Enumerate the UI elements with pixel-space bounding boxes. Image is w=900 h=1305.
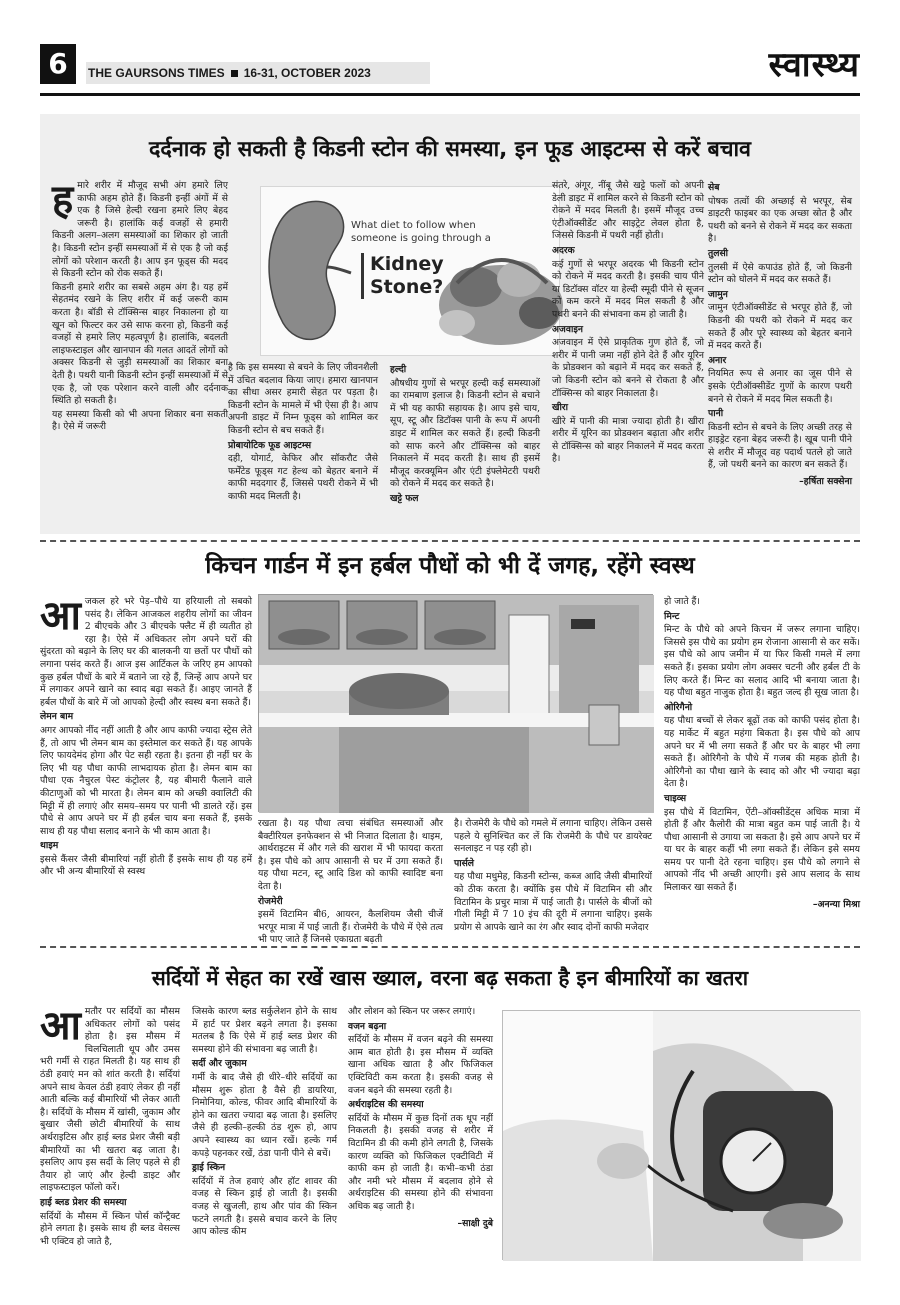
paragraph: सर्दियों के मौसम में स्किन पोर्स कॉन्ट्रैक्ट होने लगता है। इसके साथ ही ब्लड वेसल्स भी एक्टिव हो जाते है,: [40, 1210, 180, 1247]
subheading: चाइव्स: [664, 792, 687, 804]
subheading: अजवाइन: [552, 323, 583, 335]
paragraph: इस पौधे में विटामिन, ऐंटी–ऑक्सीडेंट्स अधिक मात्रा में होती हैं और कैलोरी की मात्रा बहुत कम पाई जाती है। ये पौधा आसानी से उगाया जा सकता है। इसे आप अपने घर में या घर के बाहर कहीं भी लगा सकते हैं। लेकिन इसे समय समय पर पानी देते रहना चाहिए। इस पौधे को लगाने से आपको नींद भी अच्छी आएगी। इसे आप सलाद के साथ मिलाकर खा सकते हैं।: [664, 806, 860, 894]
header-rule: [40, 93, 860, 96]
subheading: हल्दी: [390, 364, 407, 375]
article-column: [40, 593, 252, 936]
square-bullet-icon: [231, 70, 238, 77]
subheading: वजन बढ़ना: [348, 1020, 387, 1032]
kidney-diet-image: [260, 186, 560, 356]
kitchen-garden-photo: [258, 594, 653, 812]
subheading: खीरा: [552, 402, 569, 414]
article-column: [228, 362, 378, 526]
article-column: [552, 180, 704, 526]
paragraph: यह समस्या किसी को भी अपना शिकार बना सकती है। ऐसे में जरूरी: [52, 408, 228, 433]
masthead-line: [86, 62, 430, 84]
paragraph: सर्दियों के मौसम में वजन बढ़ने की समस्या आम बात होती है। इस मौसम में व्यक्ति खाना अधिक खाता है और फिजिकल एक्टिविटी कम करता है। इसकी वजह से वजन बढ़ने की समस्या रहती है।: [348, 1034, 493, 1096]
paragraph: जिसके कारण ब्लड सर्कुलेशन होने के साथ में हार्ट पर प्रेशर बढ़ने लगता है। इसका मतलब है कि ऐसे में हाई ब्लड प्रेशर की समस्या होने की संभावना बढ़ जाती है।: [192, 1006, 337, 1055]
subheading: पानी: [708, 408, 724, 420]
subheading: रोजमेरी: [258, 895, 283, 907]
section-title: स्वास्थ्य: [768, 45, 860, 85]
blood-pressure-photo: [502, 1010, 860, 1260]
subheading: लेमन बाम: [40, 711, 74, 723]
blood-pressure-illustration: [503, 1011, 861, 1261]
paragraph: आमतौर पर सर्दियों का मौसम अधिकतर लोगों को पसंद होता है। इस मौसम में चिलचिलाती धूप और उमस भरी गर्मी से राहत मिलती है। यह साथ ही ठंडी हवाएं मन को शांत करती है। सर्दियां अपने साथ केवल ठंडी हवाएं लेकर ही नहीं आती बल्कि कई बीमारियों भी लेकर आती है। सर्दियों के मौसम में खांसी, जुकाम और बुखार जैसी छोटी बीमारियों के साथ अर्थराइटिस और हाई ब्लड प्रेशर जैसी बड़ी बीमारियों का भी खतरा बढ़ जाता है। इसलिए आप इस सर्दी के लिए पहले से ही तैयार हो जाएं और हेल्दी डाइट और लाइफस्टाइल फॉलो करें।: [40, 1003, 180, 1194]
paragraph: है कि इस समस्या से बचने के लिए जीवनशैली में उचित बदलाव किया जाए। हमारा खानपान का सीधा असर हमारी सेहत पर पड़ता है। किडनी स्टोन के मामले में भी ऐसा ही है। आप अपनी डाइट में निम्न फूड्स को शामिल कर किडनी स्टोन से बच सकते हैं।: [228, 362, 378, 436]
article-column: [40, 1003, 180, 1261]
article-column: [192, 1006, 337, 1261]
subheading: जामुन: [708, 288, 728, 300]
paragraph: गर्मी के बाद जैसे ही धीरे–धीरे सर्दियों का मौसम शुरू होता है वैसे ही डायरिया, निमोनिया, कोल्ड, फीवर आदि बीमारियों के होने का खतरा ज्यादा बढ़ जाता है। इसलिए जैसे ही हल्की–हल्की ठंड शुरू हो, आप अपने स्वास्थ्य का ध्यान रखें। हल्के गर्म कपड़े पहनकर रखें, ठंडा पानी पीने से बचें।: [192, 1071, 337, 1159]
paragraph: हो जाते हैं।: [664, 596, 700, 607]
author-byline: –अनन्या मिश्रा: [812, 898, 860, 910]
article-column: [708, 180, 852, 526]
article-column: [348, 1006, 493, 1261]
page-header: [40, 40, 860, 90]
paragraph: सर्दियों के मौसम में कुछ दिनों तक धूप नहीं निकलती है। इसकी वजह से शरीर में विटामिन डी की कमी होने लगती है, जिसके कारण व्यक्ति को फिजिकल एक्टीविटी में काफी कम हो जाती है। कभी–कभी ठंडा और नमी भरे मौसम में बदलाव होने से अर्थराइटिस की समस्या होने की संभावना अधिक बढ़ जाती है।: [348, 1112, 493, 1212]
subheading: अदरक: [552, 244, 575, 256]
paragraph: मिन्ट के पौधे को अपने किचन में जरूर लगाना चाहिए। जिससे इस पौधे का प्रयोग हम रोजाना आसानी से कर सकें। इस पौधे को आप जमीन में या फिर किसी गमले में लगा सकते हैं। इसका प्रयोग लोग अक्सर चटनी और हर्बल टी के लिए करते हैं। मिन्ट का सलाद आदि भी बनाया जाता है। यह पौधा बहुत नाजुक होता है। बहुत जल्द ही सूख जाता है।: [664, 624, 860, 699]
paragraph: इसमें विटामिन बी6, आयरन, कैलशियम जैसी चीजें भरपूर मात्रा में पाई जाती हैं। रोजमेरी के पौधे में ऐसे तत्व भी पाए जाते हैं जिनसे एकाग्रता बढ़ती: [258, 909, 443, 946]
image-title: Kidney Stone?: [361, 253, 444, 299]
paragraph: खीरे में पानी की मात्रा ज्यादा होती है। खीरा शरीर में यूरिन का प्रोडक्शन बढ़ाता और शरीर से टॉक्सिन्स को बाहर निकालने में मदद करता है।: [552, 415, 704, 465]
paper-name: THE GAURSONS TIMES: [88, 66, 225, 80]
paragraph: आजकल हरे भरे पेड़–पौधे या हरियाली तो सबको पसंद है। लेकिन आजकल शहरीय लोगों का जीवन 2 बीएचके और 3 बीएचके फ्लैट में ही व्यतीत हो रहा है। ऐसे में अधिकतर लोग अपने घरों की सुंदरता को बढ़ाने के लिए घर की बालकनी या छतों पर पौधों को लगाना पसंद करते हैं। आज इस आर्टिकल के जरिए हम आपको कुछ हर्बल पौधों के बारे में बताने जा रहे हैं, जिन्हें आप अपने घर में लगाकर अपने खाने का स्वाद बढ़ा सकते हैं। आइए जानते हैं हर्बल पौधों के बारे में जो आपको हेल्दी और स्वस्थ बना सकते हैं।: [40, 593, 252, 708]
paragraph: किडनी स्टोन से बचने के लिए अच्छी तरह से हाइड्रेट रहना बेहद जरूरी है। खूब पानी पीने से शरीर में मौजूद वह पदार्थ पतले हो जाते हैं, जो पथरी बनने का कारण बन सकते हैं।: [708, 421, 852, 471]
article-headline[interactable]: किचन गार्डन में इन हर्बल पौधों को भी दें जगह, रहेंगे स्वस्थ: [205, 553, 695, 579]
paragraph: दही, योगार्ट, केफिर और सॉकरौट जैसे फर्मेंटेड फूड्स गट हेल्थ को बेहतर बनाने में काफी मददगार हैं, जिससे पथरी रोकने में भी काफी मदद मिलती है।: [228, 453, 378, 502]
article-headline[interactable]: सर्दियों में सेहत का रखें खास ख्याल, वरना बढ़ सकता है इन बीमारियों का खतरा: [151, 966, 749, 990]
subheading: अनार: [708, 354, 727, 366]
drop-cap: ह: [52, 177, 74, 223]
subheading: मिन्ट: [664, 610, 680, 622]
article-headline[interactable]: दर्दनाक हो सकती है किडनी स्टोन की समस्या, इन फूड आइटम्स से करें बचाव: [149, 137, 751, 162]
section-divider: [40, 946, 860, 948]
paragraph: हमारे शरीर में मौजूद सभी अंग हमारे लिए काफी अहम होते हैं। किडनी इन्हीं अंगों में से एक है जिसे हेल्दी रखना हमारे लिए बेहद जरूरी है। हालांकि कई वजहों से हमारी किडनी अलग–अलग समस्याओं का शिकार हो जाती है। किडनी स्टोन इन्हीं समस्याओं में से एक है जो कई लोगों को परेशान करती है। आप इन फूड्स की मदद से किडनी स्टोन को रोक सकते हैं।: [52, 177, 228, 280]
article-column: [664, 596, 860, 936]
paragraph: अगर आपको नींद नहीं आती है और आप काफी ज्यादा स्ट्रेस लेते हैं, तो आप भी लेमन बाम का इस्तेमाल कर सकते हैं। यह आपके लिए फायदेमंद होगा और पेट सही रहता है। इतना ही नहीं घर के लिए भी यह पौधा काफी लाभदायक होता है। लेमन बाम का पौधा एक नैचुरल पेस्ट कंट्रोलर है, यह बीमारी फैलाने वाले कीटाणुओं को भी मारता है। लेमन बाम को अच्छी क्वालिटी की मिट्टी में ही लगाएं और समय–समय पर पानी भी डालते रहें। इस पौधे से आप अपने घर में ही हर्बल चाय बना सकते हैं, इसके साथ ही यह पौधा सलाद बनाने के भी काम आता है।: [40, 724, 252, 837]
section-divider: [40, 540, 860, 542]
subheading: तुलसी: [708, 247, 729, 259]
subheading: पार्सले: [454, 857, 475, 869]
author-byline: –साक्षी दुबे: [457, 1217, 493, 1229]
issue-date: 16-31, OCTOBER 2023: [243, 66, 371, 80]
page-number: 6: [40, 44, 76, 84]
kitchen-illustration: [259, 595, 654, 813]
paragraph: औषधीय गुणों से भरपूर हल्दी कई समस्याओं का रामबाण इलाज है। किडनी स्टोन से बचाने में भी यह काफी सहायक है। आप इसे चाय, सूप, स्टू और डिटॉक्स पानी के रूप में अपनी डाइट में शामिल कर सकते हैं। हल्दी किडनी को साफ करने और टॉक्सिन्स को बाहर निकालने में मदद करती है। साथ ही इसमें मौजूद करक्यूमिन और एंटी इंफ्लेमेटरी पथरी को रोकने में मदद कर सकते है।: [390, 377, 540, 490]
subheading: अर्थराइटिस की समस्या: [348, 1099, 424, 1111]
subheading: खट्टे फल: [390, 492, 419, 504]
article-column: [52, 177, 228, 526]
paragraph: संतरे, अंगूर, नींबू जैसे खट्टे फलों को अपनी डेली डाइट में शामिल करने से किडनी स्टोन को रोकने में मदद मिलती है। इसमें मौजूद उच्च एंटीऑक्सीडेंट और साइट्रेट लेवल होता है, जिससे किडनी में पथरी नहीं होती।: [552, 180, 704, 242]
image-caption: What diet to follow when someone is going through a: [351, 220, 491, 244]
article-kitchen-garden: [40, 548, 860, 946]
paragraph: तुलसी में ऐसे कपाउंड होते हैं, जो किडनी स्टोन को घोलने में मदद कर सकते हैं।: [708, 261, 852, 286]
paragraph: रखता है। यह पौधा त्वचा संबंधित समस्याओं और बैक्टीरियल इनफेक्शन से भी निजात दिलाता है। थाइम, आर्थराइटस में और गले की खराश में भी फायदा करता है। इस पौधे को आप आसानी से घर में उगा सकते हैं। यह पौधा मटन, स्टू आदि डिश को काफी स्वादिष्ट बना देता है।: [258, 818, 443, 892]
paragraph: है। रोजमेरी के पौधे को गमले में लगाना चाहिए। लेकिन उससे पहले ये सुनिश्चित कर लें कि रोजमेरी के पौधे पर डायरेक्ट सनलाइट न पड़ रही हो।: [454, 818, 652, 855]
paragraph: इससे कैंसर जैसी बीमारियां नहीं होती हैं इसके साथ ही यह हमें और भी अन्य बीमारियों से स्वस्थ: [40, 853, 252, 878]
subheading: थाइम: [40, 840, 59, 852]
article-column: [390, 362, 540, 526]
paragraph: जामुन एंटीऑक्सीडेंट से भरपूर होते हैं, जो किडनी की पथरी को रोकने में मदद कर सकते हैं और पूरे स्वास्थ्य को बेहतर बनाने में मदद करते हैं।: [708, 302, 852, 352]
paragraph: कई गुणों से भरपूर अदरक भी किडनी स्टोन को रोकने में मदद करती है। इसकी चाय पीने या डिटॉक्स वॉटर या हेल्दी स्मूदी पीने से सूजन को कम करने में मदद मिल सकती है और पथरी बनने की संभावना कम हो जाती है।: [552, 258, 704, 320]
paragraph: यह पौधा मधुमेह, किडनी स्टोन्स, कब्ज आदि जैसी बीमारियों को ठीक करता है। क्योंकि इस पौधे में विटामिन सी और विटामिन के प्रचुर मात्रा में पाई जाती है। पार्सले के बीजों को गीली मिट्टी में 7 10 इंच की दूरी में लगाना चाहिए। इसके प्रयोग से आपके खाने का रंग और स्वाद दोनों काफी मजेदार: [454, 871, 652, 933]
subheading: ओरिगैनो: [664, 701, 693, 713]
article-winter-health: [40, 958, 860, 1263]
article-kidney-stone: [40, 114, 860, 534]
subheading: हाई ब्लड प्रेशर की समस्या: [40, 1196, 127, 1208]
paragraph: और लोशन को स्किन पर जरूर लगाएं।: [348, 1006, 476, 1017]
drop-cap: आ: [40, 1003, 81, 1049]
paragraph: नियमित रूप से अनार का जूस पीने से इसके एंटीऑक्सीडेंट गुणों के कारण पथरी बनने से रोकने में मदद मिल सकती है।: [708, 368, 852, 405]
subheading: प्रोबायोटिक फूड आइटम्स: [228, 439, 312, 451]
author-byline: –हर्षिता सक्सेना: [799, 476, 852, 488]
paragraph: यह पौधा बच्चों से लेकर बूढ़ों तक को काफी पसंद होता है। यह मार्केट में बहुत महंगा बिकता है। इस पौधे को आप अपने घर में भी लगा सकते हैं और घर के बाहर भी लगा सकते हैं। ओरिगैनो के पौधे में गजब की महक होती है। ओरिगैनो का पौधा खाने के स्वाद को और भी ज्यादा बढ़ा देता है।: [664, 715, 860, 790]
article-column: [258, 818, 443, 946]
subheading: ड्राई स्किन: [192, 1162, 226, 1174]
paragraph: सर्दियों में तेज हवाएं और हॉट शावर की वजह से स्किन ड्राई हो जाती है। इसकी वजह से खुजली, हाथ और पांव की स्किन फटने लगती है। इससे बचाव करने के लिए आप कोल्ड कीम: [192, 1175, 337, 1238]
subheading: सर्दी और जुकाम: [192, 1058, 247, 1070]
paragraph: किडनी हमारे शरीर का सबसे अहम अंग है। यह हमें सेहतमंद रखने के लिए शरीर में कई जरूरी काम करता है। बॉडी से टॉक्सिन्स बाहर निकालना हो या खून को फिल्टर कर उसे साफ करना हो, किडनी कई वजहों से हमारे लिए महत्वपूर्ण है। हालांकि, बदलती लाइफस्टाइल और खानपान की गलत आदतें लोगों को अक्सर किडनी से जुड़ी समस्याओं का शिकार बना देती है। पथरी यानी किडनी स्टोन इन्हीं समस्याओं में से एक है, जो एक परेशान करने वाली और दर्दनाक स्थिति हो सकती है।: [52, 281, 228, 407]
drop-cap: आ: [40, 593, 81, 639]
subheading: सेब: [708, 182, 720, 193]
article-column: [454, 818, 652, 936]
paragraph: पोषक तत्वों की अच्छाई से भरपूर, सेब डाइटरी फाइबर का एक अच्छा स्रोत है और पथरी को बनने से रोकने में मदद कर सकता है।: [708, 195, 852, 245]
paragraph: अजवाइन में ऐसे प्राकृतिक गुण होते हैं, जो शरीर में पानी जमा नहीं होने देते हैं और यूरिन के प्रोडक्शन को बढ़ाने में मदद कर सकते हैं, जो किडनी स्टोन को बनने से रोकता है और टॉक्सिन्स को बाहर निकालता है।: [552, 337, 704, 399]
